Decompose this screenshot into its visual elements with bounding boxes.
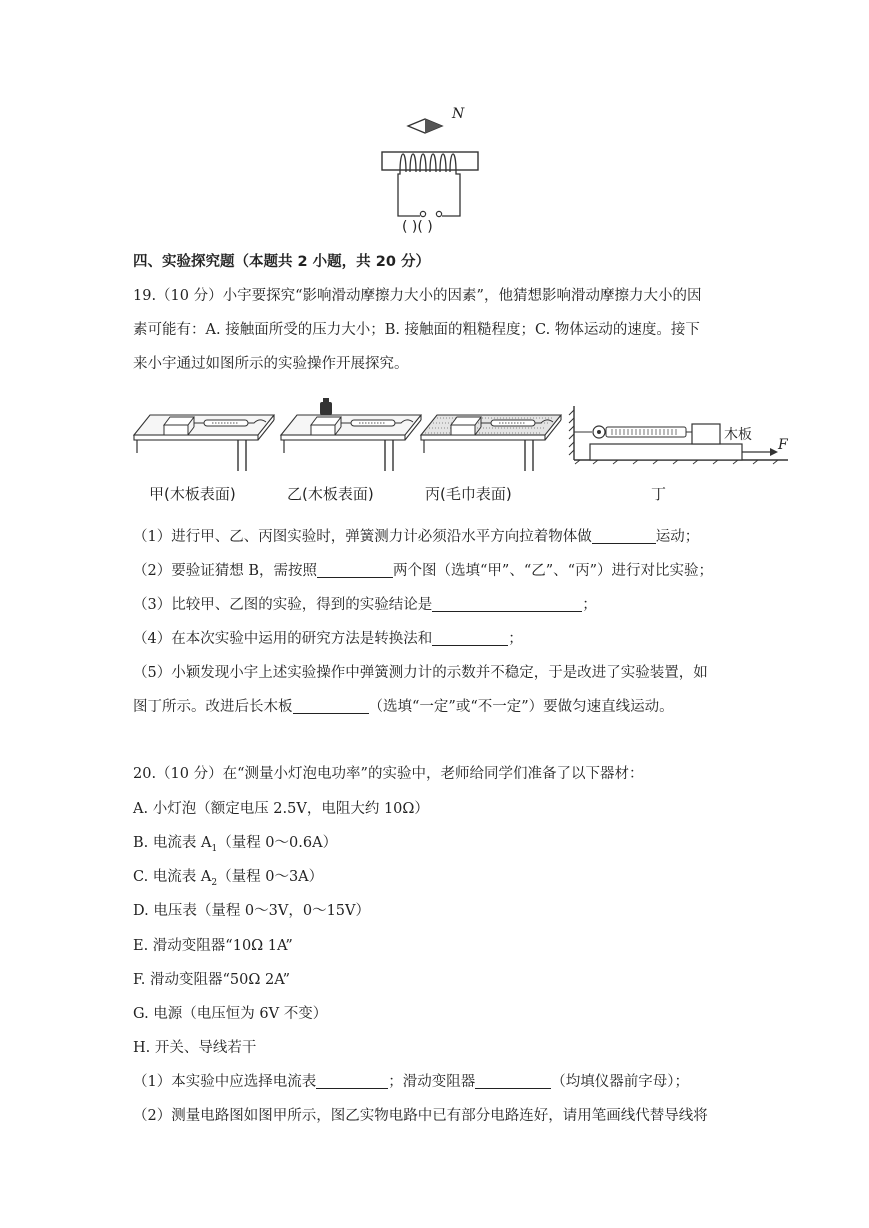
terminal-marks: ( )( ) bbox=[402, 219, 433, 235]
solenoid-icon bbox=[380, 148, 480, 220]
figure-jia-icon bbox=[134, 393, 274, 473]
q20-part-1-end: （均填仪器前字母）； bbox=[551, 1074, 689, 1090]
q19-part-5-text: 图丁所示。改进后长木板 bbox=[133, 699, 293, 715]
answer-blank[interactable] bbox=[293, 698, 369, 714]
q19-intro-line-1: 19.（10 分）小宇要探究“影响滑动摩擦力大小的因素”，他猜想影响滑动摩擦力大小的因 bbox=[133, 288, 702, 304]
answer-blank[interactable] bbox=[592, 528, 656, 544]
figure-yi-icon bbox=[281, 393, 421, 473]
compass-needle-icon bbox=[408, 118, 442, 134]
item-a: A. 小灯泡（额定电压 2.5V，电阻大约 10Ω） bbox=[133, 801, 429, 817]
figure-bing-icon bbox=[421, 393, 561, 473]
q19-part-4-text: （4）在本次实验中运用的研究方法是转换法和 bbox=[133, 631, 433, 647]
answer-blank[interactable] bbox=[317, 562, 393, 578]
q19-part-2-end: 两个图（选填“甲”、“乙”、“丙”）进行对比实验； bbox=[393, 563, 713, 579]
q20-part-1 bbox=[133, 1070, 689, 1091]
answer-blank[interactable] bbox=[432, 630, 508, 646]
q19-part-5-line-1: （5）小颖发现小宇上述实验操作中弹簧测力计的示数并不稳定，于是改进了实验装置，如 bbox=[133, 665, 708, 681]
q19-part-4 bbox=[133, 627, 523, 648]
q19-part-5-end: （选填“一定”或“不一定”）要做匀速直线运动。 bbox=[368, 699, 674, 715]
q20-part-1-text: （1）本实验中应选择电流表 bbox=[133, 1074, 317, 1090]
item-b-text: B. 电流表 A bbox=[133, 835, 212, 851]
q19-part-5-line-2 bbox=[133, 695, 674, 716]
q20-intro: 20.（10 分）在“测量小灯泡电功率”的实验中，老师给同学们准备了以下器材： bbox=[133, 766, 644, 782]
answer-blank[interactable] bbox=[316, 1073, 388, 1089]
figure-ding-icon bbox=[568, 400, 788, 464]
q19-intro-line-3: 来小宇通过如图所示的实验操作开展探究。 bbox=[133, 356, 409, 372]
force-label: F bbox=[778, 437, 788, 453]
item-c-range: （量程 0～3A） bbox=[217, 869, 324, 885]
q19-part-1 bbox=[133, 525, 699, 546]
item-b-range: （量程 0～0.6A） bbox=[217, 835, 338, 851]
q19-part-4-end: ； bbox=[508, 631, 523, 647]
item-g: G. 电源（电压恒为 6V 不变） bbox=[133, 1006, 328, 1022]
q19-part-1-text: （1）进行甲、乙、丙图实验时，弹簧测力计必须沿水平方向拉着物体做 bbox=[133, 529, 592, 545]
item-f: F. 滑动变阻器“50Ω 2A” bbox=[133, 972, 290, 988]
item-d: D. 电压表（量程 0～3V，0～15V） bbox=[133, 903, 371, 919]
q19-part-3 bbox=[133, 593, 597, 614]
q20-part-1-mid: ；滑动变阻器 bbox=[388, 1074, 476, 1090]
item-c-text: C. 电流表 A bbox=[133, 869, 212, 885]
item-b bbox=[133, 831, 337, 854]
item-c-sub: 2 bbox=[211, 877, 218, 888]
section-heading: 四、实验探究题（本题共 2 小题，共 20 分） bbox=[133, 254, 430, 270]
q19-part-2 bbox=[133, 559, 713, 580]
q19-part-3-text: （3）比较甲、乙图的实验，得到的实验结论是 bbox=[133, 597, 433, 613]
item-b-sub: 1 bbox=[211, 843, 218, 854]
north-label: N bbox=[452, 106, 465, 122]
answer-blank[interactable] bbox=[432, 596, 582, 612]
answer-blank[interactable] bbox=[475, 1073, 551, 1089]
item-h: H. 开关、导线若干 bbox=[133, 1040, 257, 1056]
caption-yi: 乙(木板表面) bbox=[287, 485, 374, 503]
caption-ding: 丁 bbox=[651, 485, 667, 503]
board-label: 木板 bbox=[724, 427, 752, 443]
q19-part-1-end: 运动； bbox=[655, 529, 700, 545]
q20-part-2: （2）测量电路图如图甲所示，图乙实物电路中已有部分电路连好，请用笔画线代替导线将 bbox=[133, 1108, 708, 1124]
q19-intro-line-2: 素可能有：A. 接触面所受的压力大小；B. 接触面的粗糙程度；C. 物体运动的速度。接下 bbox=[133, 322, 700, 338]
q19-part-3-end: ； bbox=[582, 597, 597, 613]
q19-part-2-text: （2）要验证猜想 B，需按照 bbox=[133, 563, 317, 579]
caption-bing: 丙(毛巾表面) bbox=[425, 485, 512, 503]
item-c bbox=[133, 865, 323, 888]
caption-jia: 甲(木板表面) bbox=[149, 485, 236, 503]
item-e: E. 滑动变阻器“10Ω 1A” bbox=[133, 938, 293, 954]
